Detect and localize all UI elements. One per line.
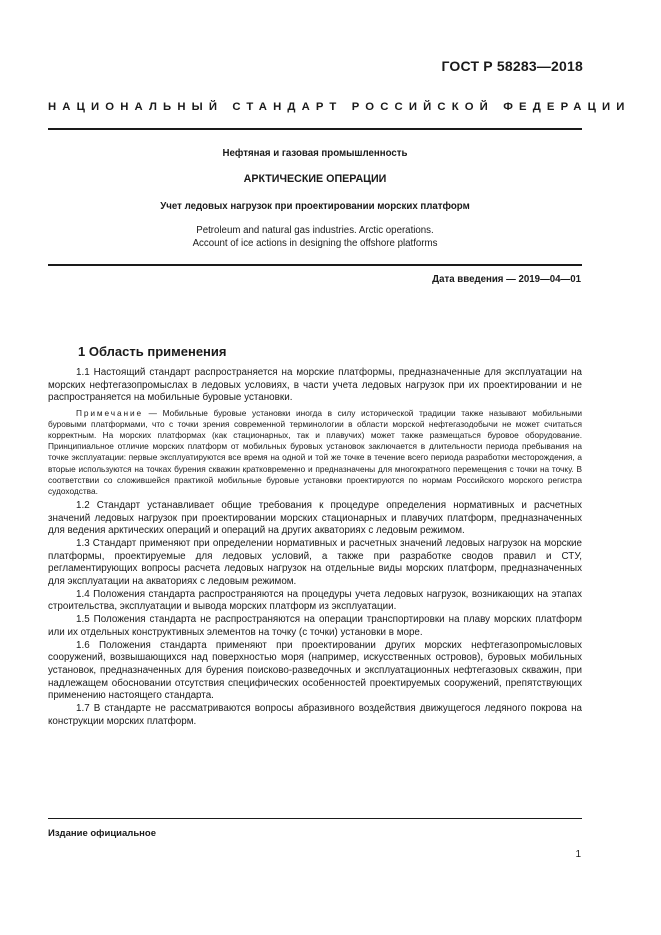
industry-title: Нефтяная и газовая промышленность [222, 148, 408, 159]
paragraph-1-2: 1.2 Стандарт устанавливает общие требования к процедуре определения нормативных и расчетных значений ледовых нагрузок при проектировании морских стационарных и плавучих платформ, предназначенных для ведения арктических операций и операций на других акваториях с ледовым режимом. [48, 499, 582, 537]
english-title-line-2: Account of ice actions in designing the offshore platforms [192, 237, 438, 249]
note-text: — Мобильные буровые установки иногда в силу исторической традиции также называют мобильными буровыми платформами, что с точки зрения современной терминологии в области морской нефтегазодобычи не может считаться корректным. На морских платформах (как стационарных, так и плавучих) может также размещаться буровое оборудование. Принципиальное отличие морских платформ от мобильных буровых установок заключается в длительности периода пребывания на точке эксплуатации: первые эксплуатируются все время на одной и той же точке в течение всего периода разработки месторождения, а вторые используются на точках бурения скважин кратковременно и предназначены для многократного перемещения с точки на точку. В соответствии со сложившейся практикой мобильные буровые установки проектируются по нормам Российского морского регистра судоходства. [48, 408, 582, 496]
paragraph-1-7: 1.7 В стандарте не рассматриваются вопросы абразивного воздействия движущегося ледяного покрова на конструкции морских платформ. [48, 703, 582, 727]
note-paragraph [48, 408, 582, 497]
gost-number: ГОСТ Р 58283—2018 [441, 58, 583, 74]
subtitle: Учет ледовых нагрузок при проектировании морских платформ [160, 201, 470, 212]
official-edition-label: Издание официальное [48, 828, 156, 839]
note-label: Примечание [76, 408, 144, 419]
paragraph-1-4: 1.4 Положения стандарта распространяются на процедуры учета ледовых нагрузок, возникающих на этапах строительства, эксплуатации и вывода морских платформ из эксплуатации. [48, 588, 582, 613]
national-standard-banner: НАЦИОНАЛЬНЫЙ СТАНДАРТ РОССИЙСКОЙ ФЕДЕРАЦИИ [48, 101, 631, 113]
english-title [48, 225, 582, 250]
page-number: 1 [575, 849, 581, 860]
section-heading: 1 Область применения [78, 344, 227, 359]
paragraph-1-3: 1.3 Стандарт применяют при определении нормативных и расчетных значений ледовых нагрузок на морские платформы, проектируемые для ледовых условий, а также при разработке сводов правил и СТУ, регламентирующих вопросы расчета ледовых нагрузок на отдельные виды морских платформ, предназначенных для эксплуатации на акваториях с ледовым режимом. [48, 537, 582, 588]
english-title-line-1: Petroleum and natural gas industries. Arctic operations. [196, 225, 434, 236]
section-body [48, 367, 582, 729]
introduction-date: Дата введения — 2019—04—01 [432, 274, 581, 285]
main-title: АРКТИЧЕСКИЕ ОПЕРАЦИИ [243, 173, 387, 185]
title-bottom-divider [48, 264, 582, 266]
paragraph-1-6: 1.6 Положения стандарта применяют при проектировании других морских нефтегазопромысловых сооружений, возвышающихся над поверхностью моря (например, искусственных островов), буровых мобильных установок, предназначенных для бурения поисково-разведочных и эксплуатационных нефтегазовых скважин, при надлежащем обосновании отсутствия специфических особенностей проектируемых сооружений, препятствующих применению настоящего стандарта. [48, 639, 582, 702]
paragraph-1-5: 1.5 Положения стандарта не распространяются на операции транспортировки на плаву морских платформ или их отдельных конструктивных элементов на точку (с точки) установки в море. [48, 614, 582, 638]
footer-divider [48, 818, 582, 819]
paragraph-1-1: 1.1 Настоящий стандарт распространяется на морские платформы, предназначенные для эксплуатации на морских нефтегазопромыслах в ледовых условиях, в части учета ледовых нагрузок при их проектировании и не распространяется на мобильные буровые установки. [48, 367, 582, 404]
top-divider [48, 128, 582, 130]
